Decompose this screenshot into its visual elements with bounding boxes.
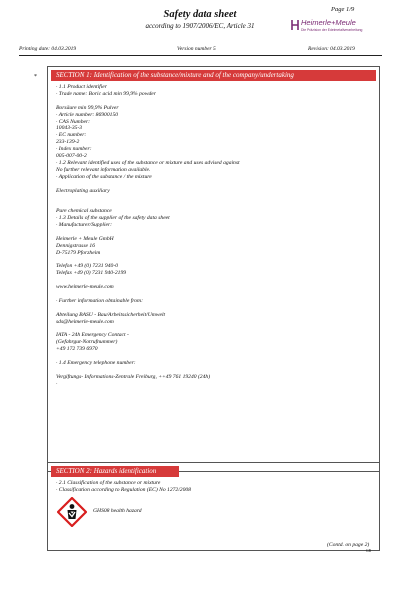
section-2-body: [48, 477, 379, 494]
section-1-body: [48, 81, 379, 388]
logo-mark-icon: [290, 19, 300, 31]
text-line: Telefax +49 (0) 7231 940-2199: [56, 270, 127, 277]
document-subtitle: according to 1907/2006/EC, Article 31: [145, 22, 255, 30]
text-line: Heimerle + Meule GmbH: [56, 235, 114, 242]
text-line: [56, 367, 371, 374]
section-2-box: [47, 462, 380, 551]
text-line: D-75179 Pforzheim: [56, 249, 101, 256]
text-line: sds@heimerle-meule.com: [56, 318, 114, 325]
text-line: Borsäure min 99,9% Pulver: [56, 104, 119, 111]
text-line: · Classification according to Regulation (EC) No 1272/2008: [56, 486, 191, 493]
logo-tagline: Die Präzision der Edelmetallverarbeitung: [301, 28, 363, 32]
text-line: Dennigstrasse 16: [56, 242, 96, 249]
section-1-title: SECTION 1: Identification of the substance/mixture and of the company/undertaking: [51, 70, 376, 81]
company-logo: [287, 17, 377, 37]
text-line: ·: [56, 380, 58, 387]
section-1-box: [47, 66, 380, 472]
text-line: (Gefahrgut-Notrufnummer): [56, 339, 118, 346]
footer-code: GB: [366, 549, 371, 553]
text-line: · 1.4 Emergency telephone number:: [56, 360, 136, 367]
text-line: · Article number: 86900150: [56, 111, 119, 118]
text-line: [56, 194, 371, 201]
text-line: [56, 277, 371, 284]
text-line: www.heimerle-meule.com: [56, 284, 114, 291]
logo-name: Heimerle+Meule: [301, 18, 356, 27]
continued-note: (Contd. on page 2): [327, 542, 370, 548]
text-line: · 1.2 Relevant identified uses of the substance or mixture and uses advised against: [56, 159, 240, 166]
text-line: [56, 181, 371, 188]
text-line: [56, 201, 371, 208]
text-line: Telefon +49 (0) 7231 940-0: [56, 263, 118, 270]
text-line: [56, 291, 371, 298]
text-line: · EC number:: [56, 132, 87, 139]
text-line: Pure chemical substance: [56, 208, 112, 215]
text-line: 005-007-00-2: [56, 153, 87, 160]
text-line: · Index number:: [56, 146, 92, 153]
revision-marker: *: [34, 74, 37, 80]
revision-date: Revision: 04.03.2019: [308, 46, 355, 52]
text-line: [56, 305, 371, 312]
text-line: IATA - 24h Emergency Contact -: [56, 332, 129, 339]
text-line: · 1.1 Product identifier: [56, 84, 107, 90]
hazard-label: GHS08 health hazard: [93, 508, 142, 514]
text-line: Vergiftungs- Informations-Zentrale Freiburg, ++49 761 19240 (24h): [56, 373, 211, 380]
text-line: · 1.3 Details of the supplier of the safety data sheet: [56, 215, 170, 222]
printing-date: Printing date: 04.03.2019: [19, 46, 77, 52]
version-number: Version number 5: [177, 46, 216, 52]
text-line: · Application of the substance / the mixture: [56, 173, 152, 180]
text-line: +49 172 739 6970: [56, 346, 98, 353]
text-line: Abteilung BASU - Bau/Arbeitssicherheit/Umwelt: [56, 311, 166, 318]
page-number: Page 1/9: [331, 6, 355, 13]
text-line: [56, 326, 371, 333]
text-line: [56, 353, 371, 360]
text-line: [56, 98, 371, 105]
text-line: · 2.1 Classification of the substance or mixture: [56, 480, 161, 486]
text-line: · Manufacturer/Supplier:: [56, 222, 113, 229]
text-line: · Trade name: Boric acid min 99,9% powder: [56, 90, 156, 97]
text-line: [56, 229, 371, 236]
text-line: · Further information obtainable from:: [56, 297, 143, 304]
header-rule: [19, 55, 382, 56]
text-line: No further relevant information available.: [56, 166, 151, 173]
text-line: · CAS Number:: [56, 118, 91, 125]
text-line: 233-139-2: [56, 139, 80, 146]
section-2-title: SECTION 2: Hazards identification: [51, 466, 179, 477]
text-line: Electroplating auxiliary: [56, 187, 110, 194]
text-line: 10043-35-3: [56, 125, 83, 132]
health-hazard-pictogram-icon: [57, 497, 87, 527]
document-title: Safety data sheet: [163, 9, 237, 20]
